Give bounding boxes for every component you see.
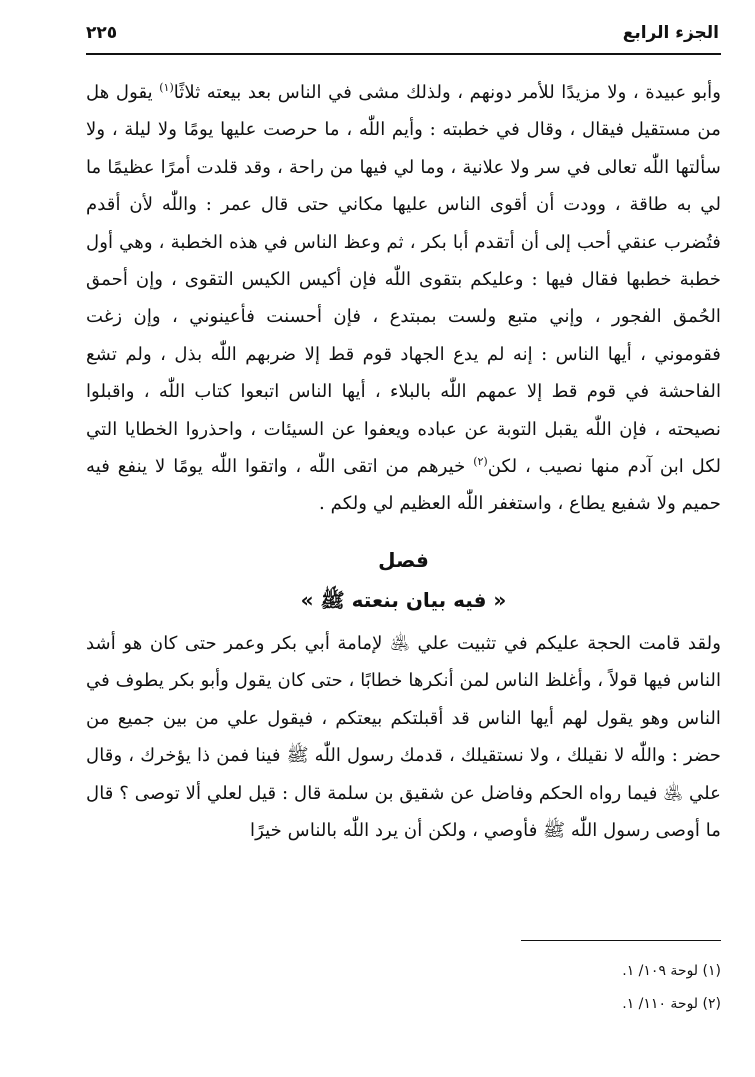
paragraph-text: خيرهم من اتقى اللّٰه ، واتقوا اللّٰه يومًا لا ينفع فيه حميم ولا شفيع يطاع ، واستغفر اللّٰه العظيم لي ولكم . [86,456,721,515]
page-number: ٢٢٥ [86,23,118,43]
paragraph-sermon [86,74,721,523]
paragraph-text: يقول هل من مستقيل فيقال ، وقال في خطبته : وأيم اللّٰه ، ما حرصت عليها يومًا ولا ليلة ، ولا سألتها اللّٰه تعالى في سر ولا علانية ، وما لي فيها من راحة ، وقد قلدت أمرًا عظيمًا ما لي به طاقة ، وودت أن أقوى الناس عليها مكاني حتى قال عمر : واللّٰه لأن أقدم فتُضرب عنقي أحب إلى أن أتقدم أبا بكر ، ثم وعظ الناس في هذه الخطبة ، وهي أول خطبة خطبها فقال فيها : وعليكم بتقوى اللّٰه فإن أكيس الكيس التقوى ، وإن أحمق الحُمق الفجور ، وإني متبع ولست بمبتدع ، فإن أحسنت فأعينوني ، وإن زغت فقوموني ، أيها الناس : إنه لم يدع الجهاد قوم قط إلا ضربهم اللّٰه بذل ، ولم تشع الفاحشة في قوم قط إلا عمهم اللّٰه بالبلاء ، أيها الناس اتبعوا كتاب اللّٰه ، واقبلوا نصيحته ، فإن اللّٰه يقبل التوبة عن عباده ويعفوا عن السيئات ، واحذروا الخطايا التي لكل ابن آدم منها نصيب ، لكن [86,82,721,478]
footnote-2: (٢) لوحة ١١٠/ ١. [622,996,721,1012]
section-heading: فصل [378,547,429,572]
paragraph-section: ولقد قامت الحجة عليكم في تثبيت علي ﵁ لإمامة أبي بكر وعمر حتى كان هو أشد الناس فيها قولاً ، وأغلظ الناس لمن أنكرها خطابًا ، حتى كان يقول وأبو بكر يطوف في الناس وهو يقول لهم أيها الناس قد أقبلتكم بيعتكم ، فيقول علي من بين جميع من حضر : واللّٰه لا نقيلك ، ولا نستقيلك ، قدمك رسول اللّٰه ﷺ فينا فمن ذا يؤخرك ، وقال علي ﵁ فيما رواه الحكم وفاضل عن شقيق بن سلمة قال : قيل لعلي ألا توصى ؟ قال ما أوصى رسول اللّٰه ﷺ فأوصي ، ولكن أن يرد اللّٰه بالناس خيرًا [86,632,721,841]
footnote-ref-2: (٢) [473,455,488,468]
footnotes [86,955,721,1021]
footnote-ref-1: (١) [159,80,174,94]
main-text [86,74,721,849]
section-subheading: « فيه بيان بنعته ﷺ » [300,587,507,612]
running-title: الجزء الرابع [622,23,719,43]
footnote-divider [521,940,721,941]
footnote-1: (١) لوحة ١٠٩/ ١. [622,963,721,979]
header-divider [86,53,721,55]
paragraph-text: وأبو عبيدة ، ولا مزيدًا للأمر دونهم ، ولذلك مشى في الناس بعد بيعته ثلاثًا [173,82,721,103]
page-header [86,16,719,50]
